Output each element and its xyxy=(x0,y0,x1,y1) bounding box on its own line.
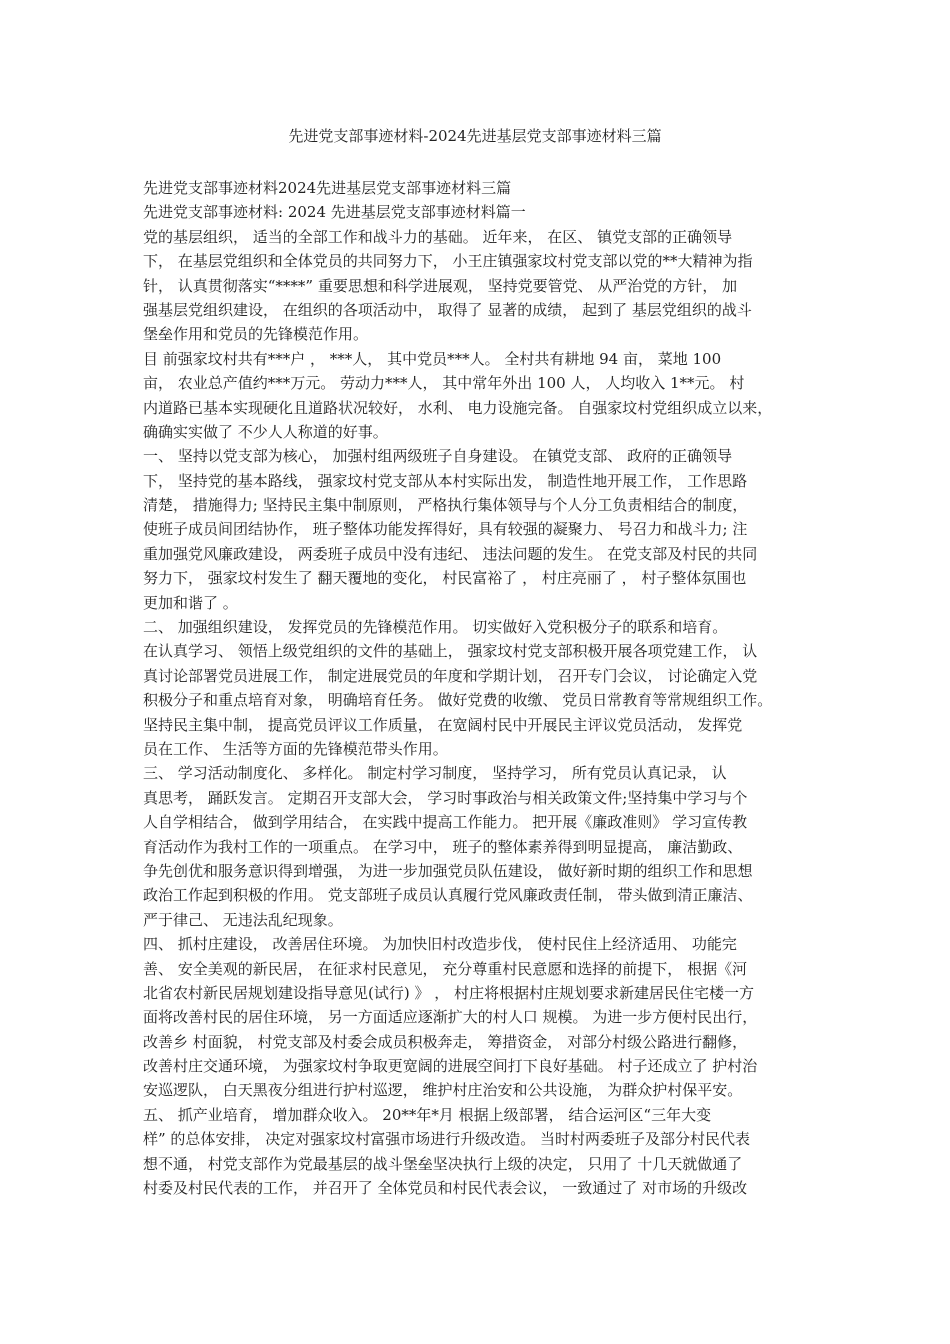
text-line: 村委及村民代表的工作， 并召开了 全体党员和村民代表会议， 一致通过了 对市场的升级改 xyxy=(143,1179,748,1198)
text-line: 北省农村新民居规划建设指导意见(试行) 》 ， 村庄将根据村庄规划要求新建居民住宅楼一方 xyxy=(143,983,755,1002)
text-line: 员在工作、 生活等方面的先锋模范带头作用。 xyxy=(143,739,448,758)
text-line: 使班子成员间团结协作， 班子整体功能发挥得好，具有较强的凝聚力、 号召力和战斗力; 注 xyxy=(143,520,748,539)
text-line: 四、 抓村庄建设， 改善居住环境。 为加快旧村改造步伐， 使村民住上经济适用、 功能完 xyxy=(143,935,737,954)
text-line: 争先创优和服务意识得到增强， 为进一步加强党员队伍建设， 做好新时期的组织工作和思想 xyxy=(143,861,753,880)
text-line: 育活动作为我村工作的一项重点。 在学习中， 班子的整体素养得到明显提高， 廉洁勤政、 xyxy=(143,837,743,856)
document-body xyxy=(143,176,815,1200)
text-line: 针， 认真贯彻落实“****” 重要思想和科学进展观， 坚持党要管党、 从严治党的方针， 加 xyxy=(143,276,738,295)
text-line: 善、 安全美观的新民居， 在征求村民意见， 充分尊重村民意愿和选择的前提下， 根据《河 xyxy=(143,959,748,978)
text-line: 重加强党风廉政建设， 两委班子成员中没有违纪、 违法问题的发生。 在党支部及村民的共同 xyxy=(143,544,758,563)
text-line: 目 前强家坟村共有***户 ， ***人， 其中党员***人。 全村共有耕地 94 亩， 菜地 100 xyxy=(143,349,722,368)
text-line: 党的基层组织， 适当的全部工作和战斗力的基础。 近年来， 在区、 镇党支部的正确领导 xyxy=(143,227,733,246)
text-line: 堡垒作用和党员的先锋模范作用。 xyxy=(143,325,369,344)
text-line: 面将改善村民的居住环境， 另一方面适应逐渐扩大的村人口 规模。 为进一步方便村民出行， xyxy=(143,1008,758,1027)
text-line: 清楚， 措施得力; 坚持民主集中制原则， 严格执行集体领导与个人分工负责相结合的制度， xyxy=(143,496,748,515)
text-line: 努力下， 强家坟村发生了 翻天覆地的变化， 村民富裕了 ， 村庄亮丽了 ， 村子整体氛围也 xyxy=(143,569,747,588)
text-line: 三、 学习活动制度化、 多样化。 制定村学习制度， 坚持学习， 所有党员认真记录， 认 xyxy=(143,764,727,783)
text-line: 下， 在基层党组织和全体党员的共同努力下， 小王庄镇强家坟村党支部以党的**大精神为指 xyxy=(143,252,753,271)
text-line: 人自学相结合， 做到学用结合， 在实践中提高工作能力。 把开展《廉政准则》 学习宣传教 xyxy=(143,813,748,832)
text-line: 先进党支部事迹材料: 2024 先进基层党支部事迹材料篇一 xyxy=(143,203,526,222)
text-line: 二、 加强组织建设， 发挥党员的先锋模范作用。 切实做好入党积极分子的联系和培育。 xyxy=(143,618,728,637)
text-line: 一、 坚持以党支部为核心， 加强村组两级班子自身建设。 在镇党支部、 政府的正确领导 xyxy=(143,447,733,466)
text-line: 真思考， 踊跃发言。 定期召开支部大会， 学习时事政治与相关政策文件;坚持集中学习与个 xyxy=(143,788,748,807)
text-line: 确确实实做了 不少人人称道的好事。 xyxy=(143,422,388,441)
text-line: 积极分子和重点培育对象， 明确培育任务。 做好党费的收缴、 党员日常教育等常规组织工作。 xyxy=(143,691,773,710)
text-line: 样” 的总体安排， 决定对强家坟村富强市场进行升级改造。 当时村两委班子及部分村民代表 xyxy=(143,1130,750,1149)
text-line: 改善乡 村面貌， 村党支部及村委会成员积极奔走， 筹措资金， 对部分村级公路进行翻修， xyxy=(143,1032,748,1051)
text-line: 政治工作起到积极的作用。 党支部班子成员认真履行党风廉政责任制， 带头做到清正廉洁、 xyxy=(143,886,753,905)
text-line: 安巡逻队， 白天黑夜分组进行护村巡逻， 维护村庄治安和公共设施， 为群众护村保平安。 xyxy=(143,1081,743,1100)
text-line: 想不通， 村党支部作为党最基层的战斗堡垒坚决执行上级的决定， 只用了 十几天就做通了 xyxy=(143,1154,743,1173)
text-line: 严于律己、 无违法乱纪现象。 xyxy=(143,910,343,929)
text-line: 改善村庄交通环境， 为强家坟村争取更宽阔的进展空间打下良好基础。 村子还成立了 护村治 xyxy=(143,1057,758,1076)
document-title: 先进党支部事迹材料-2024先进基层党支部事迹材料三篇 xyxy=(288,127,662,145)
text-line: 在认真学习、 领悟上级党组织的文件的基础上， 强家坟村党支部积极开展各项党建工作， 认 xyxy=(143,642,758,661)
text-line: 亩， 农业总产值约***万元。 劳动力***人， 其中常年外出 100 人， 人均收入 1**元。 村 xyxy=(143,374,745,393)
text-line: 更加和谐了 。 xyxy=(143,593,238,612)
text-line: 真讨论部署党员进展工作， 制定进展党员的年度和学期计划， 召开专门会议， 讨论确定入党 xyxy=(143,666,758,685)
text-line: 内道路已基本实现硬化且道路状况较好， 水利、 电力设施完备。 自强家坟村党组织成立以来， xyxy=(143,398,773,417)
text-line: 坚持民主集中制， 提高党员评议工作质量， 在宽阔村民中开展民主评议党员活动， 发挥党 xyxy=(143,715,743,734)
text-line: 下， 坚持党的基本路线， 强家坟村党支部从本村实际出发， 制造性地开展工作， 工作思路 xyxy=(143,471,748,490)
text-line: 强基层党组织建设， 在组织的各项活动中， 取得了 显著的成绩， 起到了 基层党组织的战斗 xyxy=(143,300,752,319)
text-line: 先进党支部事迹材料2024先进基层党支部事迹材料三篇 xyxy=(143,179,512,197)
text-line: 五、 抓产业培育， 增加群众收入。 20**年*月 根据上级部署， 结合运河区“三年大变 xyxy=(143,1105,712,1124)
